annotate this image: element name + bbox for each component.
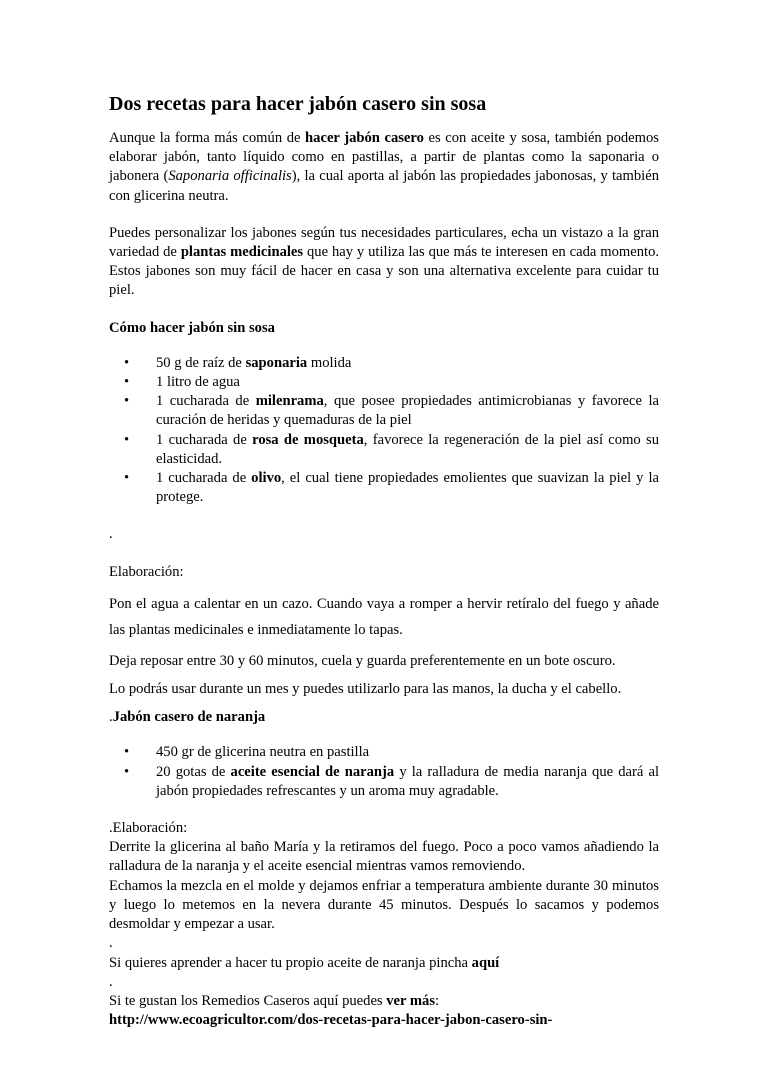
- recipe1-heading: Cómo hacer jabón sin sosa: [109, 319, 275, 336]
- intro-paragraph-2: Puedes personalizar los jabones según tus necesidades particulares, echa un vistazo a la gran variedad de plantas medicinales que hay y utiliza las que más te interesen en cada momento. Estos jabones son muy fácil de hacer en casa y son una alternativa excelente para cuidar tu piel.: [109, 224, 660, 299]
- scientific-name: Saponaria officinalis: [168, 168, 292, 185]
- recipe2-elaboration-label: .Elaboración:: [109, 820, 188, 837]
- recipe1-step-2: Deja reposar entre 30 y 60 minutos, cuela y guarda preferentemente en un bote oscuro.: [109, 652, 616, 669]
- page-title: Dos recetas para hacer jabón casero sin sosa: [109, 93, 487, 115]
- recipe1-step-1: Pon el agua a calentar en un cazo. Cuando vaya a romper a hervir retíralo del fuego y añade las plantas medicinales e inmediatamente lo tapas.: [109, 595, 659, 638]
- footer-dot-2: .: [109, 973, 113, 990]
- orange-oil-line: Si quieres aprender a hacer tu propio aceite de naranja pincha aquí: [109, 954, 500, 971]
- keyword-plantas-medicinales: plantas medicinales: [180, 244, 304, 261]
- recipe1-step-3: Lo podrás usar durante un mes y puedes utilizarlo para las manos, la ducha y el cabello.: [109, 681, 622, 698]
- footer-dot-1: .: [109, 935, 113, 952]
- more-remedies-line: Si te gustan los Remedios Caseros aquí puedes ver más:: [109, 992, 440, 1009]
- keyword-hacer-jabon: hacer jabón casero: [305, 130, 424, 146]
- document-page: [109, 92, 659, 1030]
- recipe2-step-2: Echamos la mezcla en el molde y dejamos enfriar a temperatura ambiente durante 30 minutos y luego lo metemos en la nevera durante 45 minutos. Después lo sacamos y podemos desmoldar y empezar a usar.: [109, 877, 659, 933]
- list-item: • 450 gr de glicerina neutra en pastilla: [156, 743, 659, 762]
- list-item: • 1 cucharada de milenrama, que posee propiedades antimicrobianas y favorece la curación de heridas y quemaduras de la piel: [156, 392, 659, 430]
- separator-dot: .: [109, 526, 113, 543]
- list-item: • 1 cucharada de olivo, el cual tiene propiedades emolientes que suavizan la piel y la protege.: [156, 469, 659, 507]
- ver-mas-link[interactable]: ver más: [386, 992, 436, 1009]
- aqui-link[interactable]: aquí: [471, 954, 500, 971]
- list-item: • 50 g de raíz de saponaria molida: [156, 354, 659, 373]
- recipe2-heading: .Jabón casero de naranja: [109, 709, 266, 726]
- intro-paragraph-1: Aunque la forma más común de hacer jabón casero es con aceite y sosa, también podemos elaborar jabón, tanto líquido como en pastillas, a partir de plantas como la saponaria o jabonera (Saponaria officinalis), la cual aporta al jabón las propiedades jabonosas, y también con glicerina neutra.: [109, 130, 659, 204]
- source-url-link[interactable]: http://www.ecoagricultor.com/dos-recetas-para-hacer-jabon-casero-sin-: [109, 1012, 553, 1029]
- list-item: • 1 cucharada de rosa de mosqueta, favorece la regeneración de la piel así como su elasticidad.: [156, 431, 659, 469]
- recipe2-step-1: Derrite la glicerina al baño María y la retiramos del fuego. Poco a poco vamos añadiendo la ralladura de la naranja y el aceite esencial mientras vamos removiendo.: [109, 839, 659, 875]
- recipe1-ingredient-list: [109, 354, 659, 508]
- recipe2-ingredient-list: [109, 743, 659, 801]
- recipe1-elaboration-label: Elaboración:: [109, 563, 184, 580]
- list-item: • 20 gotas de aceite esencial de naranja y la ralladura de media naranja que dará al jabón propiedades refrescantes y un aroma muy agradable.: [156, 763, 659, 801]
- list-item: • 1 litro de agua: [156, 373, 659, 392]
